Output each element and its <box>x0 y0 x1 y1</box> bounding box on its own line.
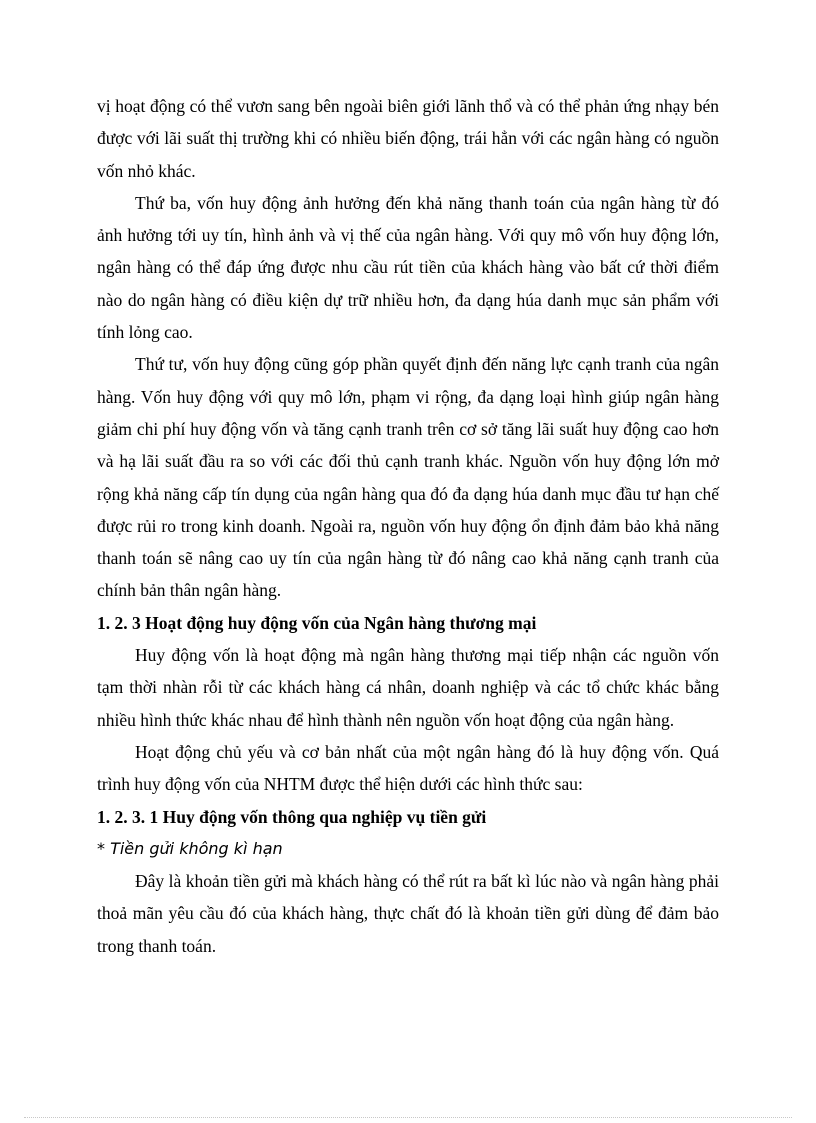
section-heading: 1. 2. 3 Hoạt động huy động vốn của Ngân hàng thương mại <box>97 612 537 633</box>
body-paragraph: Đây là khoản tiền gửi mà khách hàng có thể rút ra bất kì lúc nào và ngân hàng phải thoả mãn yêu cầu đó của khách hàng, thực chất đó là khoản tiền gửi dùng để đảm bảo trong thanh toán. <box>97 871 719 956</box>
body-paragraph: Thứ ba, vốn huy động ảnh hưởng đến khả năng thanh toán của ngân hàng từ đó ảnh hưởng tới uy tín, hình ảnh và vị thế của ngân hàng. Với quy mô vốn huy động lớn, ngân hàng có thể đáp ứng được nhu cầu rút tiền của khách hàng vào bất cứ thời điểm nào do ngân hàng có điều kiện dự trữ nhiều hơn, đa dạng húa danh mục sản phẩm với tính lỏng cao. <box>97 192 719 343</box>
page-bottom-divider <box>24 1117 792 1118</box>
page-content <box>97 90 719 962</box>
body-paragraph: vị hoạt động có thể vươn sang bên ngoài biên giới lãnh thổ và có thể phản ứng nhạy bén được với lãi suất thị trường khi có nhiều biến động, trái hẳn với các ngân hàng có nguồn vốn nhỏ khác. <box>97 96 719 181</box>
body-paragraph: Hoạt động chủ yếu và cơ bản nhất của một ngân hàng đó là huy động vốn. Quá trình huy động vốn của NHTM được thể hiện dưới các hình thức sau: <box>97 741 719 795</box>
italic-subheading: * Tiền gửi không kì hạn <box>97 838 283 858</box>
body-paragraph: Thứ tư, vốn huy động cũng góp phần quyết định đến năng lực cạnh tranh của ngân hàng. Vốn huy động với quy mô lớn, phạm vi rộng, đa dạng loại hình giúp ngân hàng giảm chi phí huy động vốn và tăng cạnh tranh trên cơ sở tăng lãi suất huy động cao hơn và hạ lãi suất đầu ra so với các đối thủ cạnh tranh khác. Nguồn vốn huy động lớn mở rộng khả năng cấp tín dụng của ngân hàng qua đó đa dạng húa danh mục đầu tư hạn chế được rủi ro trong kinh doanh. Ngoài ra, nguồn vốn huy động ổn định đảm bảo khả năng thanh toán sẽ nâng cao uy tín của ngân hàng từ đó nâng cao khả năng cạnh tranh của chính bản thân ngân hàng. <box>97 354 719 601</box>
subsection-heading: 1. 2. 3. 1 Huy động vốn thông qua nghiệp vụ tiền gửi <box>97 806 487 827</box>
body-paragraph: Huy động vốn là hoạt động mà ngân hàng thương mại tiếp nhận các nguồn vốn tạm thời nhàn rỗi từ các khách hàng cá nhân, doanh nghiệp và các tổ chức khác bằng nhiều hình thức khác nhau để hình thành nên nguồn vốn hoạt động của ngân hàng. <box>97 645 719 730</box>
